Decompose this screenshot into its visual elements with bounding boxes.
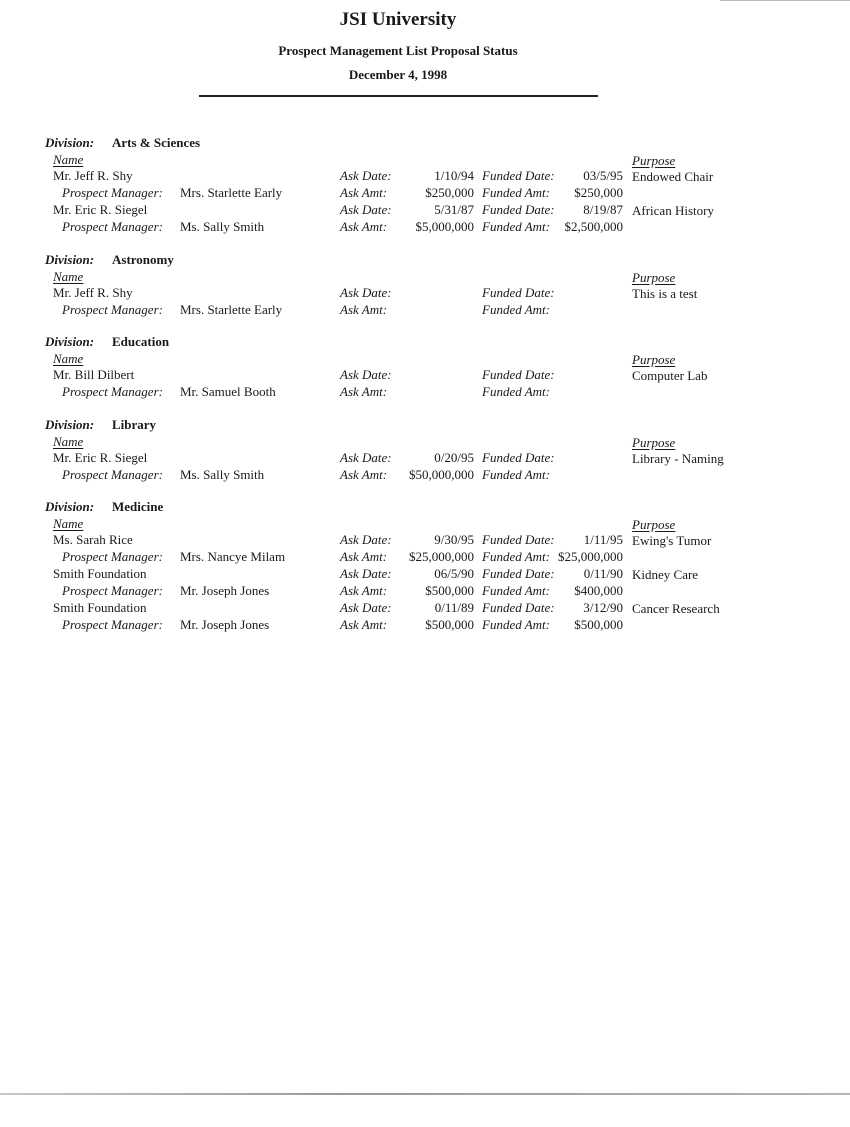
funded-amount-label: Funded Amt: bbox=[482, 185, 550, 200]
funded-date-label: Funded Date: bbox=[482, 532, 555, 547]
funded-date-value: 8/19/87 bbox=[583, 202, 623, 217]
funded-amount-value: $2,500,000 bbox=[564, 219, 623, 234]
ask-date-value: 1/10/94 bbox=[434, 168, 474, 183]
division-name: Astronomy bbox=[112, 252, 174, 267]
prospect-name: Smith Foundation bbox=[53, 566, 147, 581]
ask-date-label: Ask Date: bbox=[340, 600, 392, 615]
funded-date-label: Funded Date: bbox=[482, 600, 555, 615]
purpose-column-header: Purpose bbox=[632, 517, 676, 532]
purpose-value: African History bbox=[632, 203, 714, 218]
prospect-manager-label: Prospect Manager: bbox=[62, 185, 163, 200]
name-column-header: Name bbox=[53, 516, 84, 531]
division-label: Division: bbox=[45, 135, 95, 150]
prospect-manager-name: Mrs. Starlette Early bbox=[180, 185, 283, 200]
ask-amount-label: Ask Amt: bbox=[340, 219, 388, 234]
prospect-manager-name: Mr. Joseph Jones bbox=[180, 617, 270, 632]
division-label: Division: bbox=[45, 417, 95, 432]
report-title: JSI University bbox=[339, 9, 457, 30]
ask-amount-value: $50,000,000 bbox=[409, 467, 474, 482]
funded-date-value: 03/5/95 bbox=[583, 168, 623, 183]
ask-date-label: Ask Date: bbox=[340, 450, 392, 465]
prospect-name: Mr. Bill Dilbert bbox=[53, 367, 135, 382]
funded-amount-label: Funded Amt: bbox=[482, 549, 550, 564]
prospect-name: Mr. Eric R. Siegel bbox=[53, 450, 148, 465]
report-subtitle: Prospect Management List Proposal Status bbox=[278, 43, 518, 58]
purpose-column-header: Purpose bbox=[632, 153, 676, 168]
prospect-manager-name: Ms. Sally Smith bbox=[180, 467, 265, 482]
ask-date-value: 0/20/95 bbox=[434, 450, 474, 465]
division-name: Arts & Sciences bbox=[112, 135, 201, 150]
prospect-manager-name: Ms. Sally Smith bbox=[180, 219, 265, 234]
prospect-manager-label: Prospect Manager: bbox=[62, 467, 163, 482]
purpose-value: Kidney Care bbox=[632, 567, 699, 582]
prospect-manager-label: Prospect Manager: bbox=[62, 219, 163, 234]
funded-date-label: Funded Date: bbox=[482, 566, 555, 581]
scan-edge bbox=[720, 0, 850, 1]
ask-date-label: Ask Date: bbox=[340, 566, 392, 581]
ask-date-value: 06/5/90 bbox=[434, 566, 474, 581]
ask-amount-label: Ask Amt: bbox=[340, 302, 388, 317]
funded-amount-value: $500,000 bbox=[574, 617, 623, 632]
purpose-value: Library - Naming bbox=[632, 451, 724, 466]
ask-date-value: 5/31/87 bbox=[434, 202, 474, 217]
prospect-manager-label: Prospect Manager: bbox=[62, 617, 163, 632]
purpose-column-header: Purpose bbox=[632, 352, 676, 367]
prospect-manager-name: Mrs. Starlette Early bbox=[180, 302, 283, 317]
ask-date-label: Ask Date: bbox=[340, 285, 392, 300]
prospect-manager-name: Mrs. Nancye Milam bbox=[180, 549, 286, 564]
funded-amount-value: $400,000 bbox=[574, 583, 623, 598]
division-name: Library bbox=[112, 417, 157, 432]
prospect-name: Mr. Jeff R. Shy bbox=[53, 285, 133, 300]
funded-amount-label: Funded Amt: bbox=[482, 302, 550, 317]
funded-amount-label: Funded Amt: bbox=[482, 384, 550, 399]
division-label: Division: bbox=[45, 499, 95, 514]
ask-date-label: Ask Date: bbox=[340, 367, 392, 382]
ask-amount-label: Ask Amt: bbox=[340, 583, 388, 598]
funded-date-value: 3/12/90 bbox=[583, 600, 623, 615]
purpose-value: Ewing's Tumor bbox=[632, 533, 712, 548]
purpose-column-header: Purpose bbox=[632, 270, 676, 285]
prospect-manager-label: Prospect Manager: bbox=[62, 549, 163, 564]
division-label: Division: bbox=[45, 252, 95, 267]
funded-date-label: Funded Date: bbox=[482, 168, 555, 183]
funded-date-value: 0/11/90 bbox=[583, 566, 623, 581]
ask-amount-label: Ask Amt: bbox=[340, 467, 388, 482]
funded-amount-value: $25,000,000 bbox=[558, 549, 623, 564]
funded-date-value: 1/11/95 bbox=[583, 532, 623, 547]
prospect-manager-label: Prospect Manager: bbox=[62, 302, 163, 317]
funded-amount-label: Funded Amt: bbox=[482, 617, 550, 632]
funded-date-label: Funded Date: bbox=[482, 285, 555, 300]
funded-amount-label: Funded Amt: bbox=[482, 583, 550, 598]
purpose-column-header: Purpose bbox=[632, 435, 676, 450]
funded-date-label: Funded Date: bbox=[482, 450, 555, 465]
ask-amount-label: Ask Amt: bbox=[340, 384, 388, 399]
prospect-name: Ms. Sarah Rice bbox=[53, 532, 133, 547]
purpose-value: Cancer Research bbox=[632, 601, 720, 616]
prospect-name: Mr. Eric R. Siegel bbox=[53, 202, 148, 217]
scan-edge bbox=[0, 1093, 850, 1095]
report-date: December 4, 1998 bbox=[348, 67, 448, 82]
name-column-header: Name bbox=[53, 269, 84, 284]
header-divider bbox=[199, 95, 598, 97]
ask-amount-value: $5,000,000 bbox=[415, 219, 474, 234]
prospect-name: Smith Foundation bbox=[53, 600, 147, 615]
ask-amount-value: $500,000 bbox=[425, 617, 474, 632]
purpose-value: Endowed Chair bbox=[632, 169, 714, 184]
purpose-value: This is a test bbox=[632, 286, 698, 301]
funded-date-label: Funded Date: bbox=[482, 367, 555, 382]
funded-amount-label: Funded Amt: bbox=[482, 467, 550, 482]
ask-amount-label: Ask Amt: bbox=[340, 185, 388, 200]
purpose-value: Computer Lab bbox=[632, 368, 708, 383]
funded-amount-value: $250,000 bbox=[574, 185, 623, 200]
prospect-manager-label: Prospect Manager: bbox=[62, 384, 163, 399]
ask-date-label: Ask Date: bbox=[340, 532, 392, 547]
ask-date-value: 9/30/95 bbox=[434, 532, 474, 547]
prospect-manager-label: Prospect Manager: bbox=[62, 583, 163, 598]
prospect-name: Mr. Jeff R. Shy bbox=[53, 168, 133, 183]
prospect-manager-name: Mr. Samuel Booth bbox=[180, 384, 276, 399]
ask-date-label: Ask Date: bbox=[340, 202, 392, 217]
ask-amount-value: $500,000 bbox=[425, 583, 474, 598]
division-name: Education bbox=[112, 334, 170, 349]
ask-amount-label: Ask Amt: bbox=[340, 549, 388, 564]
division-label: Division: bbox=[45, 334, 95, 349]
name-column-header: Name bbox=[53, 152, 84, 167]
prospect-manager-name: Mr. Joseph Jones bbox=[180, 583, 270, 598]
ask-amount-value: $250,000 bbox=[425, 185, 474, 200]
name-column-header: Name bbox=[53, 434, 84, 449]
funded-amount-label: Funded Amt: bbox=[482, 219, 550, 234]
ask-date-value: 0/11/89 bbox=[434, 600, 474, 615]
ask-amount-label: Ask Amt: bbox=[340, 617, 388, 632]
division-name: Medicine bbox=[112, 499, 164, 514]
ask-amount-value: $25,000,000 bbox=[409, 549, 474, 564]
name-column-header: Name bbox=[53, 351, 84, 366]
funded-date-label: Funded Date: bbox=[482, 202, 555, 217]
ask-date-label: Ask Date: bbox=[340, 168, 392, 183]
